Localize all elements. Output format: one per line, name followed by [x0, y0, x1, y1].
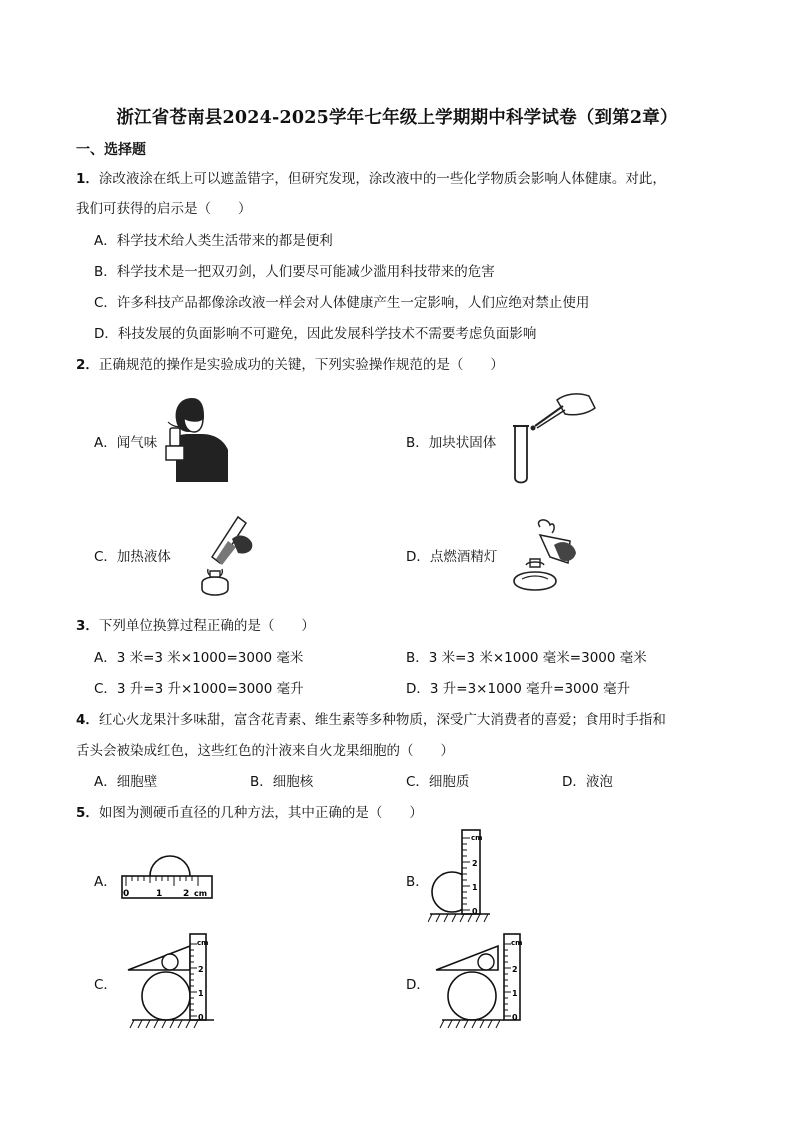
- ruler-method-b-figure: [428, 828, 492, 926]
- question-2: [76, 353, 504, 373]
- question-5: [76, 801, 423, 821]
- q2-option-b[interactable]: B．加块状固体: [406, 435, 497, 451]
- q1-option-d[interactable]: D．科技发展的负面影响不可避免，因此发展科学技术不需要考虑负面影响: [94, 326, 537, 342]
- question-number: 4．: [76, 712, 99, 728]
- q5-option-a[interactable]: A．: [94, 874, 117, 890]
- ruler-label-0: 0: [512, 1013, 518, 1022]
- ruler-label-1: 1: [198, 989, 204, 998]
- smell-figure-icon: [162, 392, 230, 484]
- test-tube-figure-icon: [505, 386, 597, 486]
- q2-option-c[interactable]: C．加热液体: [94, 549, 171, 565]
- q4-option-a[interactable]: A．细胞壁: [94, 774, 158, 790]
- q5-option-c[interactable]: C．: [94, 977, 117, 993]
- ruler-label-1: 1: [156, 889, 163, 899]
- q3-option-d[interactable]: D．3 升=3×1000 毫升=3000 毫升: [406, 681, 631, 697]
- q2-option-a[interactable]: A．闻气味: [94, 435, 158, 451]
- ruler-method-a-figure: [120, 826, 216, 902]
- question-text: 正确规范的操作是实验成功的关键，下列实验操作规范的是（ ）: [98, 357, 504, 373]
- heating-liquid-figure-icon: [192, 513, 256, 601]
- q2-option-d[interactable]: D．点燃酒精灯: [406, 549, 498, 565]
- q1-option-a[interactable]: A．科学技术给人类生活带来的都是便利: [94, 233, 333, 249]
- ruler-label-cm: cm: [511, 939, 523, 947]
- question-1: [76, 167, 666, 187]
- ruler-label-cm: cm: [471, 834, 483, 842]
- q1-option-b[interactable]: B．科学技术是一把双刃剑，人们要尽可能减少滥用科技带来的危害: [94, 264, 495, 280]
- question-number: 3．: [76, 618, 99, 634]
- ruler-label-2: 2: [198, 965, 204, 974]
- q5-option-b[interactable]: B．: [406, 874, 429, 890]
- ruler-label-1: 1: [472, 883, 478, 892]
- question-text: 下列单位换算过程正确的是（ ）: [98, 618, 315, 634]
- ruler-label-2: 2: [512, 965, 518, 974]
- ruler-label-2: 2: [472, 859, 478, 868]
- q3-option-c[interactable]: C．3 升=3 升×1000=3000 毫升: [94, 681, 304, 697]
- section-heading: 一、选择题: [76, 142, 146, 158]
- ruler-label-cm: cm: [197, 939, 209, 947]
- ruler-label-cm: cm: [194, 889, 208, 898]
- ruler-label-0: 0: [123, 889, 130, 899]
- ruler-method-c-figure: [124, 930, 216, 1030]
- question-4-line2: 舌头会被染成红色，这些红色的汁液来自火龙果细胞的（ ）: [76, 743, 454, 759]
- q3-option-b[interactable]: B．3 米=3 米×1000 毫米=3000 毫米: [406, 650, 647, 666]
- q3-option-a[interactable]: A．3 米=3 米×1000=3000 毫米: [94, 650, 304, 666]
- ruler-method-d-figure: [432, 930, 528, 1030]
- q1-option-c[interactable]: C．许多科技产品都像涂改液一样会对人体健康产生一定影响，人们应绝对禁止使用: [94, 295, 590, 311]
- ruler-label-0: 0: [472, 907, 478, 916]
- ruler-label-1: 1: [512, 989, 518, 998]
- question-text: 涂改液涂在纸上可以遮盖错字，但研究发现，涂改液中的一些化学物质会影响人体健康。对此，: [98, 171, 666, 187]
- question-3: [76, 614, 315, 634]
- ruler-label-2: 2: [183, 889, 190, 899]
- question-number: 2．: [76, 357, 99, 373]
- ruler-label-0: 0: [198, 1013, 204, 1022]
- question-number: 1．: [76, 171, 99, 187]
- q5-option-d[interactable]: D．: [406, 977, 430, 993]
- question-4: [76, 708, 666, 728]
- q4-option-c[interactable]: C．细胞质: [406, 774, 470, 790]
- page-title: 浙江省苍南县2024-2025学年七年级上学期期中科学试卷（到第2章）: [116, 108, 678, 128]
- question-text: 如图为测硬币直径的几种方法，其中正确的是（ ）: [98, 805, 423, 821]
- question-1-line2: 我们可获得的启示是（ ）: [76, 201, 252, 217]
- alcohol-lamp-figure-icon: [510, 515, 580, 599]
- q4-option-d[interactable]: D．液泡: [562, 774, 613, 790]
- question-number: 5．: [76, 805, 99, 821]
- q4-option-b[interactable]: B．细胞核: [250, 774, 314, 790]
- question-text: 红心火龙果汁多味甜，富含花青素、维生素等多种物质，深受广大消费者的喜爱；食用时手指和: [98, 712, 666, 728]
